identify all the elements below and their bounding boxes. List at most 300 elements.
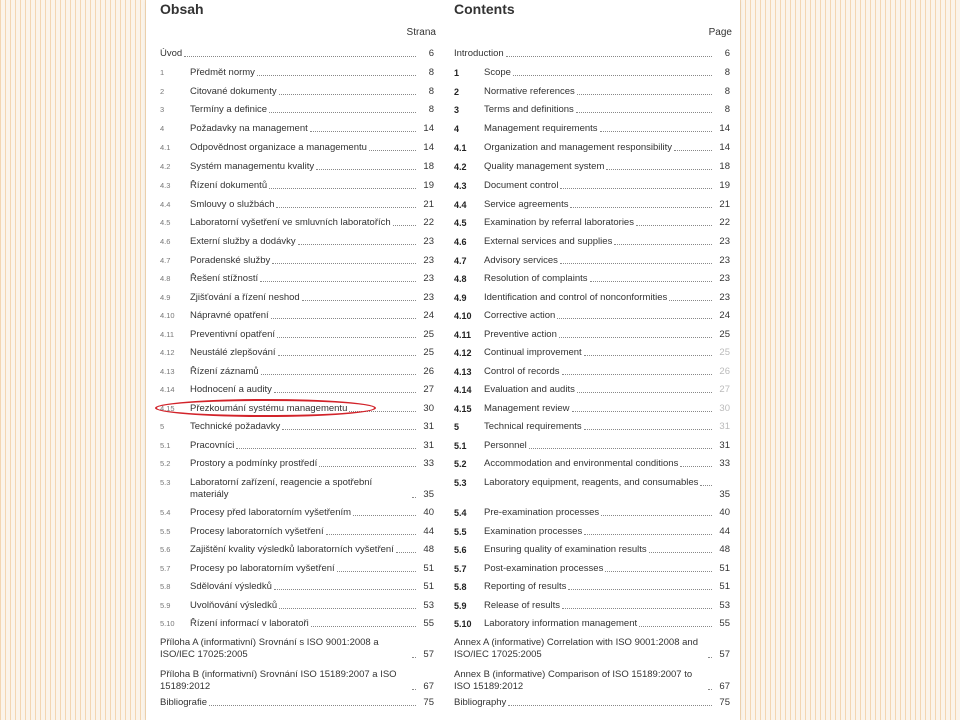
dot-leader [369, 150, 416, 151]
dot-leader [636, 225, 712, 226]
toc-entry-title: Laboratory equipment, reagents, and consumables [484, 477, 699, 488]
toc-entry [158, 199, 436, 211]
dot-leader [506, 56, 712, 57]
toc-entry-number: 4.2 [454, 162, 467, 172]
toc-entry [452, 544, 732, 556]
toc-entry [158, 366, 436, 378]
toc-entry-title: Bibliografie [160, 697, 207, 708]
dot-leader [316, 169, 416, 170]
dot-leader [577, 392, 712, 393]
toc-entry [452, 310, 732, 322]
toc-entry-title: Service agreements [484, 199, 569, 210]
dot-leader [513, 75, 712, 76]
toc-entry-title: Nápravné opatření [190, 310, 269, 321]
toc-entry [158, 697, 436, 709]
toc-entry-title: Identification and control of nonconformities [484, 292, 668, 303]
toc-entry-page: 53 [719, 600, 730, 611]
toc-entry [452, 384, 732, 396]
toc-entry-page: 21 [719, 199, 730, 210]
toc-entry-page: 53 [423, 600, 434, 611]
toc-entry [452, 403, 732, 415]
toc-entry-number: 5.8 [160, 582, 171, 591]
toc-entry-page: 33 [423, 458, 434, 469]
toc-entry-title: Control of records [484, 366, 560, 377]
toc-entry-number: 5 [454, 422, 460, 432]
toc-entry-title: Ensuring quality of examination results [484, 544, 647, 555]
toc-entry-title: Zjišťování a řízení neshod [190, 292, 300, 303]
dot-leader [282, 429, 416, 430]
toc-entry-number: 5.2 [160, 459, 171, 468]
toc-entry-title: Accommodation and environmental conditions [484, 458, 679, 469]
toc-entry-title: Řešení stížností [190, 273, 259, 284]
toc-page [146, 0, 740, 720]
toc-entry [452, 199, 732, 211]
dot-leader [298, 244, 416, 245]
toc-entry-number: 4 [160, 124, 165, 133]
toc-entry-page: 51 [719, 581, 730, 592]
toc-entry-number: 5.9 [454, 601, 467, 611]
toc-entry-page: 44 [719, 526, 730, 537]
toc-entry-page: 31 [423, 440, 434, 451]
toc-entry-title: Document control [484, 180, 559, 191]
dot-leader [269, 112, 416, 113]
dot-leader [570, 207, 712, 208]
toc-entry-number: 4.12 [160, 348, 175, 357]
dot-leader [560, 188, 712, 189]
dot-leader [272, 263, 416, 264]
toc-entry-number: 5.5 [454, 527, 467, 537]
toc-entry-number: 4.11 [454, 330, 472, 340]
dot-leader [261, 374, 416, 375]
toc-entry-title: Uvolňování výsledků [190, 600, 278, 611]
toc-entry [158, 217, 436, 229]
toc-entry [452, 161, 732, 173]
toc-entry [452, 217, 732, 229]
toc-entry-number: 5.10 [454, 619, 472, 629]
toc-entry [452, 86, 732, 98]
toc-entry-page: 30 [423, 403, 434, 414]
toc-entry-title: Laboratorní zařízení, reagencie a spotřební materiály [190, 477, 373, 500]
toc-entry [452, 67, 732, 79]
toc-entry-number: 5.7 [454, 564, 467, 574]
toc-entry [452, 142, 732, 154]
toc-entry-number: 5.3 [454, 478, 467, 488]
dot-leader [562, 374, 712, 375]
dot-leader [529, 448, 712, 449]
toc-entry-title: Citované dokumenty [190, 86, 277, 97]
toc-entry [158, 292, 436, 304]
toc-entry-page: 19 [423, 180, 434, 191]
toc-entry-title: Řízení dokumentů [190, 180, 268, 191]
toc-entry-page: 31 [423, 421, 434, 432]
toc-entry-page: 48 [423, 544, 434, 555]
toc-entry-number: 5.1 [454, 441, 467, 451]
dot-leader [260, 281, 416, 282]
dot-leader [276, 207, 416, 208]
toc-entry-page: 23 [719, 292, 730, 303]
dot-leader [669, 300, 712, 301]
dot-leader [572, 411, 712, 412]
toc-entry-page: 24 [423, 310, 434, 321]
toc-entry [452, 329, 732, 341]
toc-entry-page: 55 [423, 618, 434, 629]
toc-entry [452, 669, 732, 693]
toc-entry-page: 67 [423, 681, 434, 692]
toc-entry-title: Examination processes [484, 526, 583, 537]
toc-entry-title: Laboratory information management [484, 618, 638, 629]
toc-entry [158, 421, 436, 433]
toc-entry-number: 3 [160, 105, 165, 114]
toc-entry-page: 6 [428, 48, 434, 59]
toc-entry-title: Zajištění kvality výsledků laboratorních vyšetření [190, 544, 394, 555]
toc-entry [452, 507, 732, 519]
toc-entry-page: 31 [719, 421, 730, 432]
dot-leader [606, 169, 712, 170]
toc-entry [158, 104, 436, 116]
dot-leader [601, 515, 712, 516]
toc-entry-page: 57 [423, 649, 434, 660]
toc-entry-title: Hodnocení a audity [190, 384, 272, 395]
toc-entry [452, 123, 732, 135]
dot-leader [584, 534, 712, 535]
toc-entry-page: 25 [423, 329, 434, 340]
toc-entry-page: 31 [719, 440, 730, 451]
toc-entry-number: 4.1 [160, 143, 171, 152]
toc-entry [158, 544, 436, 556]
toc-entry-page: 8 [724, 104, 730, 115]
toc-entry [158, 273, 436, 285]
toc-entry-page: 6 [724, 48, 730, 59]
toc-entry-number: 4.1 [454, 143, 467, 153]
toc-entry [452, 563, 732, 575]
toc-entry-title: Technické požadavky [190, 421, 281, 432]
toc-entry-title: Neustálé zlepšování [190, 347, 276, 358]
toc-entry-title: Normative references [484, 86, 575, 97]
dot-leader [584, 355, 712, 356]
toc-entry-title: Management review [484, 403, 570, 414]
toc-entry-page: 22 [423, 217, 434, 228]
toc-entry-page: 75 [719, 697, 730, 708]
dot-leader [278, 355, 416, 356]
toc-entry-page: 51 [423, 581, 434, 592]
toc-entry [158, 637, 436, 661]
toc-entry-number: 4.10 [160, 311, 175, 320]
toc-entry [452, 440, 732, 452]
toc-entry-number: 4.8 [454, 274, 467, 284]
toc-entry-title: Advisory services [484, 255, 558, 266]
dot-leader [590, 281, 713, 282]
toc-entry-page: 23 [423, 273, 434, 284]
toc-entry [452, 526, 732, 538]
toc-entry-page: 23 [423, 292, 434, 303]
toc-entry [452, 477, 732, 501]
toc-entry-title: Odpovědnost organizace a managementu [190, 142, 367, 153]
toc-entry-page: 48 [719, 544, 730, 555]
toc-entry-title: Corrective action [484, 310, 556, 321]
dot-leader [274, 589, 416, 590]
dot-leader [577, 94, 712, 95]
toc-entry-number: 4.3 [454, 181, 467, 191]
toc-entry-number: 4.7 [160, 256, 171, 265]
dot-leader [576, 112, 712, 113]
toc-entry-title: Úvod [160, 48, 183, 59]
toc-entry-number: 1 [160, 68, 165, 77]
dot-leader [279, 608, 416, 609]
toc-entry [158, 526, 436, 538]
toc-entry [158, 123, 436, 135]
toc-entry-number: 5.9 [160, 601, 171, 610]
toc-entry-number: 4.5 [160, 218, 171, 227]
toc-entry [158, 142, 436, 154]
toc-entry-page: 27 [423, 384, 434, 395]
dot-leader [557, 318, 712, 319]
toc-entry-title: Technical requirements [484, 421, 582, 432]
toc-entry-title: Organization and management responsibility [484, 142, 672, 153]
toc-entry [452, 421, 732, 433]
toc-entry-title: Příloha A (informativní) Srovnání s ISO 9001:2008 a ISO/IEC 17025:2005 [160, 637, 379, 660]
toc-entry-page: 23 [719, 255, 730, 266]
toc-entry-page: 35 [423, 489, 434, 500]
toc-entry-number: 4.11 [160, 330, 175, 339]
toc-entry [452, 600, 732, 612]
toc-entry-title: Preventive action [484, 329, 557, 340]
toc-entry-page: 22 [719, 217, 730, 228]
toc-entry [452, 618, 732, 630]
dot-leader [279, 94, 416, 95]
toc-entry-number: 4.15 [160, 404, 175, 413]
toc-entry-number: 4.6 [160, 237, 171, 246]
toc-entry-page: 25 [719, 329, 730, 340]
toc-entry [158, 310, 436, 322]
dot-leader [277, 337, 416, 338]
dot-leader [236, 448, 416, 449]
toc-entry-title: Pracovníci [190, 440, 235, 451]
toc-entry [158, 440, 436, 452]
dot-leader [337, 571, 416, 572]
toc-entry-number: 2 [160, 87, 165, 96]
toc-entry-number: 5.3 [160, 478, 171, 487]
dot-leader [584, 429, 712, 430]
toc-entry-title: Pre-examination processes [484, 507, 600, 518]
toc-entry [452, 236, 732, 248]
toc-entry-title: Preventivní opatření [190, 329, 276, 340]
toc-entry-title: Přezkoumání systému managementu [190, 403, 348, 414]
toc-entry-page: 24 [719, 310, 730, 321]
toc-entry-title: Management requirements [484, 123, 598, 134]
dot-leader [353, 515, 416, 516]
toc-entry-page: 75 [423, 697, 434, 708]
toc-entry-number: 4.14 [454, 385, 472, 395]
toc-entry-page: 18 [719, 161, 730, 172]
toc-entry [158, 86, 436, 98]
toc-entry [158, 669, 436, 693]
toc-entry-page: 23 [719, 273, 730, 284]
toc-entry-title: Continual improvement [484, 347, 582, 358]
toc-entry [158, 347, 436, 359]
toc-entry-number: 5.2 [454, 459, 467, 469]
toc-entry [158, 581, 436, 593]
toc-entry-page: 35 [719, 489, 730, 500]
dot-leader [708, 689, 712, 690]
dot-leader [393, 225, 416, 226]
toc-entry [452, 637, 732, 661]
toc-entry [158, 329, 436, 341]
toc-entry-page: 51 [719, 563, 730, 574]
czech-contents-title: Obsah [160, 1, 204, 17]
dot-leader [639, 626, 712, 627]
dot-leader [412, 497, 416, 498]
dot-leader [302, 300, 416, 301]
dot-leader [559, 337, 712, 338]
toc-entry-number: 2 [454, 87, 460, 97]
toc-entry [158, 563, 436, 575]
toc-entry-number: 4 [454, 124, 460, 134]
english-page-column-header: Page [708, 27, 732, 38]
dot-leader [311, 626, 416, 627]
toc-entry-title: External services and supplies [484, 236, 613, 247]
toc-entry-number: 4.9 [160, 293, 171, 302]
toc-entry [452, 180, 732, 192]
toc-entry-page: 57 [719, 649, 730, 660]
toc-entry [158, 618, 436, 630]
toc-entry-number: 5.10 [160, 619, 175, 628]
toc-entry-page: 25 [719, 347, 730, 358]
dot-leader [310, 131, 416, 132]
toc-entry [158, 255, 436, 267]
toc-entry-title: Řízení záznamů [190, 366, 259, 377]
toc-entry-page: 55 [719, 618, 730, 629]
dot-leader [184, 56, 416, 57]
toc-entry [158, 180, 436, 192]
toc-entry [158, 600, 436, 612]
toc-entry-number: 5.1 [160, 441, 171, 450]
toc-entry-number: 4.3 [160, 181, 171, 190]
toc-entry-number: 4.4 [454, 200, 467, 210]
toc-entry [158, 67, 436, 79]
toc-entry-page: 51 [423, 563, 434, 574]
toc-entry-page: 44 [423, 526, 434, 537]
toc-entry-title: Annex A (informative) Correlation with ISO 9001:2008 and ISO/IEC 17025:2005 [454, 637, 698, 660]
toc-entry [158, 507, 436, 519]
toc-entry-title: Smlouvy o službách [190, 199, 275, 210]
toc-entry-number: 4.2 [160, 162, 171, 171]
toc-entry-page: 14 [719, 142, 730, 153]
toc-entry-number: 1 [454, 68, 460, 78]
dot-leader [412, 657, 416, 658]
toc-entry-number: 4.9 [454, 293, 467, 303]
toc-entry-title: Externí služby a dodávky [190, 236, 296, 247]
toc-entry [452, 458, 732, 470]
toc-entry-number: 5.4 [454, 508, 467, 518]
toc-entry [452, 273, 732, 285]
toc-entry-number: 4.12 [454, 348, 472, 358]
toc-entry-number: 5 [160, 422, 165, 431]
toc-entry-title: Evaluation and audits [484, 384, 575, 395]
dot-leader [680, 466, 712, 467]
dot-leader [396, 552, 416, 553]
dot-leader [326, 534, 416, 535]
toc-entry-title: Introduction [454, 48, 504, 59]
toc-entry [158, 384, 436, 396]
dot-leader [600, 131, 712, 132]
toc-entry-title: Procesy laboratorních vyšetření [190, 526, 324, 537]
dot-leader [614, 244, 712, 245]
toc-entry-page: 8 [724, 86, 730, 97]
toc-entry-number: 4.14 [160, 385, 175, 394]
toc-entry-title: Examination by referral laboratories [484, 217, 634, 228]
toc-entry-number: 5.6 [160, 545, 171, 554]
toc-entry-title: Terms and definitions [484, 104, 574, 115]
toc-entry-title: Požadavky na management [190, 123, 308, 134]
dot-leader [605, 571, 712, 572]
toc-entry [452, 104, 732, 116]
toc-entry-title: Quality management system [484, 161, 605, 172]
toc-entry-title: Scope [484, 67, 511, 78]
dot-leader [257, 75, 416, 76]
toc-entry-page: 8 [724, 67, 730, 78]
toc-entry-title: Sdělování výsledků [190, 581, 272, 592]
toc-entry-title: Termíny a definice [190, 104, 268, 115]
toc-entry-page: 23 [423, 236, 434, 247]
toc-entry-page: 40 [423, 507, 434, 518]
toc-entry [452, 292, 732, 304]
dot-leader [274, 392, 416, 393]
toc-entry-page: 8 [428, 104, 434, 115]
toc-entry-page: 27 [719, 384, 730, 395]
toc-entry-title: Annex B (informative) Comparison of ISO 15189:2007 to ISO 15189:2012 [454, 669, 693, 692]
toc-entry [158, 477, 436, 501]
toc-entry-title: Laboratorní vyšetření ve smluvních laboratořích [190, 217, 391, 228]
toc-entry-number: 4.5 [454, 218, 467, 228]
toc-entry-number: 4.13 [160, 367, 175, 376]
toc-entry [158, 458, 436, 470]
toc-entry [452, 347, 732, 359]
toc-entry-page: 23 [719, 236, 730, 247]
toc-entry-page: 8 [428, 86, 434, 97]
dot-leader [560, 263, 712, 264]
toc-entry-title: Prostory a podmínky prostředí [190, 458, 318, 469]
dot-leader [209, 705, 416, 706]
toc-entry-title: Systém managementu kvality [190, 161, 315, 172]
toc-entry-page: 26 [423, 366, 434, 377]
toc-entry-number: 3 [454, 105, 460, 115]
toc-entry-title: Post-examination processes [484, 563, 604, 574]
toc-entry-number: 5.6 [454, 545, 467, 555]
toc-entry-title: Release of results [484, 600, 561, 611]
toc-entry-page: 67 [719, 681, 730, 692]
toc-entry [158, 161, 436, 173]
dot-leader [568, 589, 712, 590]
toc-entry-number: 5.7 [160, 564, 171, 573]
toc-entry-title: Procesy po laboratorním vyšetření [190, 563, 335, 574]
toc-entry-number: 4.7 [454, 256, 467, 266]
toc-entry-page: 25 [423, 347, 434, 358]
toc-entry-title: Řízení informací v laboratoři [190, 618, 309, 629]
toc-entry-page: 8 [428, 67, 434, 78]
toc-entry-title: Příloha B (informativní) Srovnání ISO 15189:2007 a ISO 15189:2012 [160, 669, 397, 692]
toc-entry-page: 19 [719, 180, 730, 191]
dot-leader [412, 689, 416, 690]
toc-entry [158, 48, 436, 60]
toc-entry [452, 48, 732, 60]
dot-leader [674, 150, 712, 151]
toc-entry [158, 236, 436, 248]
toc-entry-page: 23 [423, 255, 434, 266]
toc-entry-title: Personnel [484, 440, 527, 451]
toc-entry-title: Bibliography [454, 697, 507, 708]
dot-leader [562, 608, 712, 609]
toc-entry-title: Procesy před laboratorním vyšetřením [190, 507, 352, 518]
